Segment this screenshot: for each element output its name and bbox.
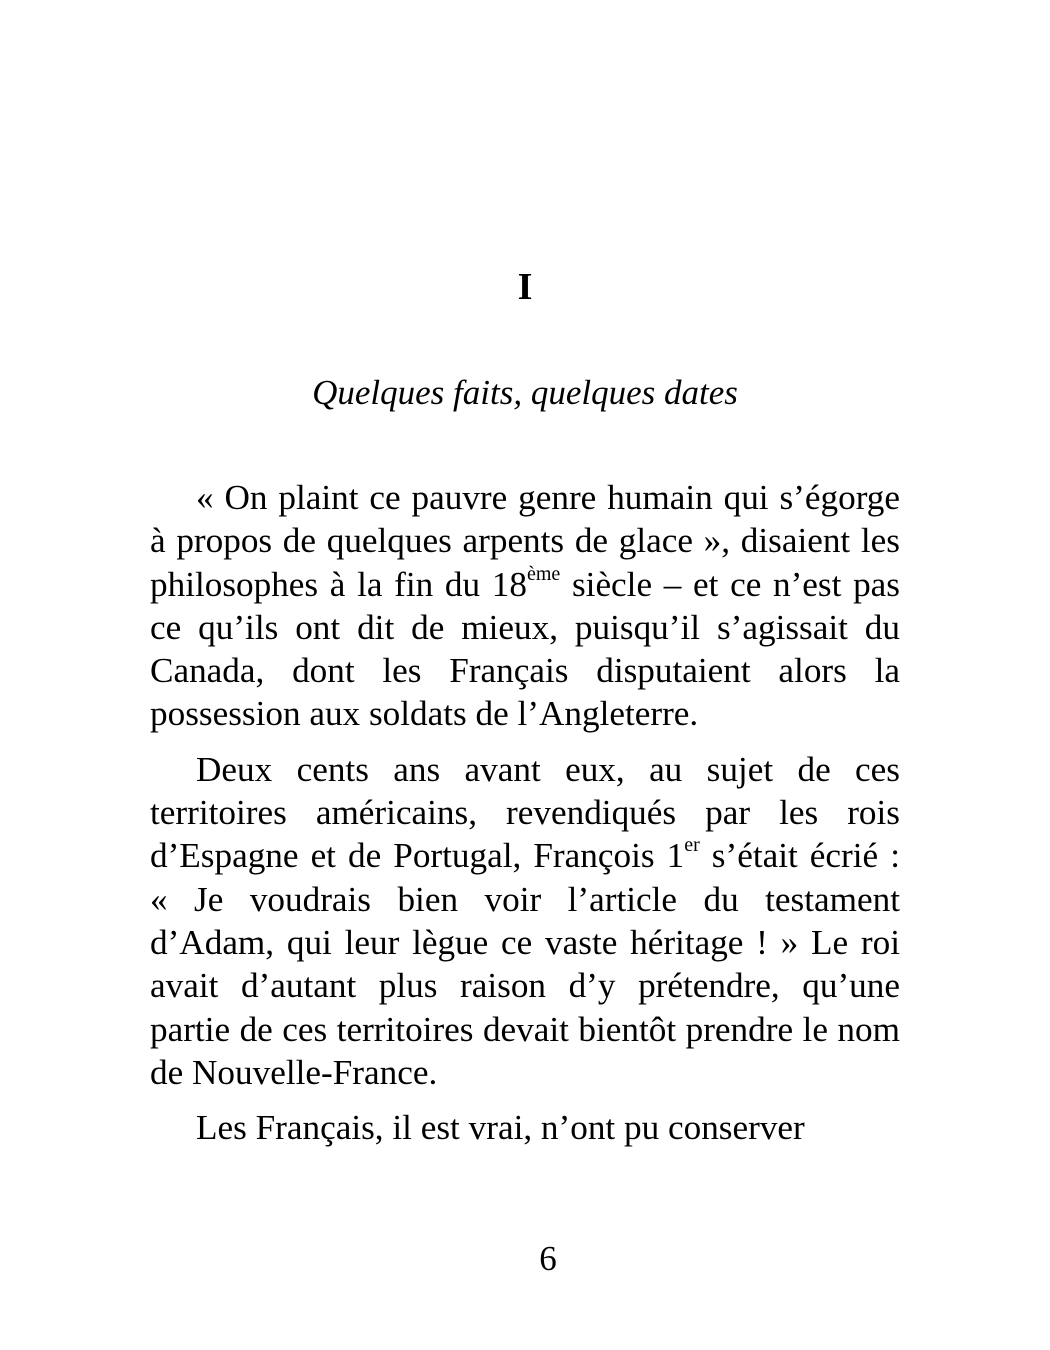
superscript-ordinal: ème bbox=[526, 562, 561, 585]
chapter-number: I bbox=[517, 266, 533, 308]
text-run: siècle – et ce n’est pas ce qu’ils ont dit de mieux, puisqu’il s’agissait du Canada, dont les Français disputaient alors la possession aux soldats de l’Angleterre. bbox=[150, 564, 900, 734]
superscript-ordinal: er bbox=[684, 834, 700, 857]
text-run: Deux cents ans avant eux, au sujet de ces territoires américains, revendiqués par les rois d’Espagne et de Portugal, François 1 bbox=[150, 749, 900, 876]
paragraph bbox=[150, 748, 900, 1094]
body-text bbox=[150, 476, 900, 1196]
text-run: « On plaint ce pauvre genre humain qui s’égorge à propos de quelques arpents de glace », disaient les philosophes à la fin du 18 bbox=[150, 478, 900, 604]
paragraph: Les Français, il est vrai, n’ont pu conserver bbox=[196, 1108, 805, 1148]
chapter-title: Quelques faits, quelques dates bbox=[312, 373, 738, 412]
text-run: s’était écrié : « Je voudrais bien voir l’article du testament d’Adam, qui leur lègue ce vaste héritage ! » Le roi avait d’autant plus raison d’y prétendre, qu’une partie de ces territoires devait bientôt prendre le nom de Nouvelle-France. bbox=[150, 836, 900, 1092]
paragraph bbox=[150, 476, 900, 736]
page-number: 6 bbox=[539, 1239, 557, 1278]
